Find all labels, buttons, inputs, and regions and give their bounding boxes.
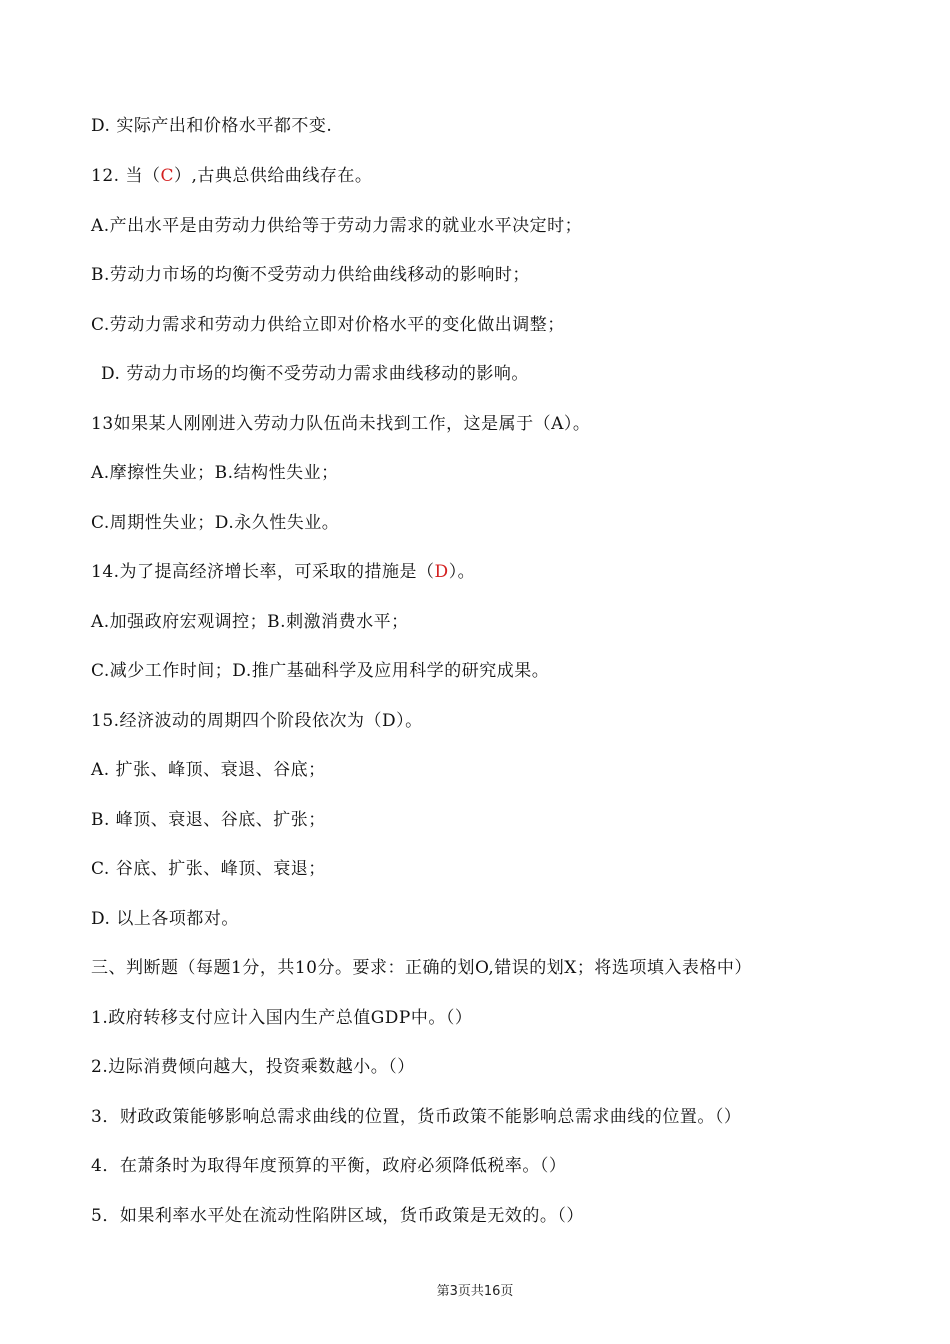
- option-d-q11: D. 实际产出和价格水平都不变.: [91, 116, 333, 136]
- options-cd-q14: C.减少工作时间；D.推广基础科学及应用科学的研究成果。: [91, 661, 550, 681]
- true-false-item-5: 5．如果利率水平处在流动性陷阱区域，货币政策是无效的。（）: [91, 1206, 584, 1226]
- option-d-q15: D. 以上各项都对。: [91, 909, 239, 929]
- option-a-q15: A. 扩张、峰顶、衰退、谷底；: [91, 760, 326, 780]
- options-cd-q13: C.周期性失业；D.永久性失业。: [91, 513, 340, 533]
- true-false-item-2: 2.边际消费倾向越大，投资乘数越小。（）: [91, 1057, 415, 1077]
- true-false-item-4: 4．在萧条时为取得年度预算的平衡，政府必须降低税率。（）: [91, 1156, 567, 1176]
- question-14-answer: D: [434, 562, 449, 582]
- option-b-q12: B.劳动力市场的均衡不受劳动力供给曲线移动的影响时；: [91, 265, 530, 285]
- option-c-q12: C.劳动力需求和劳动力供给立即对价格水平的变化做出调整；: [91, 315, 565, 335]
- question-15: 15.经济波动的周期四个阶段依次为（D）。: [91, 711, 423, 731]
- true-false-item-1: 1.政府转移支付应计入国内生产总值GDP中。（）: [91, 1008, 473, 1028]
- option-d-q12: D. 劳动力市场的均衡不受劳动力需求曲线移动的影响。: [101, 364, 529, 384]
- question-12: [91, 165, 372, 187]
- question-14-stem-start: 14.为了提高经济增长率，可采取的措施是（: [91, 562, 435, 582]
- page-number-footer: 第3页共16页: [436, 1284, 514, 1299]
- question-12-stem-start: 12. 当（: [91, 166, 161, 186]
- question-14: [91, 561, 475, 583]
- section-heading-true-false: 三、判断题（每题1分，共10分。要求：正确的划O,错误的划X；将选项填入表格中）: [91, 958, 752, 978]
- options-ab-q13: A.摩擦性失业；B.结构性失业；: [91, 463, 339, 483]
- true-false-item-3: 3．财政政策能够影响总需求曲线的位置，货币政策不能影响总需求曲线的位置。（）: [91, 1107, 742, 1127]
- question-12-answer: C: [160, 166, 174, 186]
- option-a-q12: A.产出水平是由劳动力供给等于劳动力需求的就业水平决定时；: [91, 216, 583, 236]
- option-c-q15: C. 谷底、扩张、峰顶、衰退；: [91, 859, 326, 879]
- question-14-stem-end: ）。: [448, 562, 476, 582]
- option-b-q15: B. 峰顶、衰退、谷底、扩张；: [91, 810, 326, 830]
- options-ab-q14: A.加强政府宏观调控；B.刺激消费水平；: [91, 612, 409, 632]
- question-12-stem-end: ）,古典总供给曲线存在。: [173, 166, 373, 186]
- question-13: 13如果某人刚刚进入劳动力队伍尚未找到工作，这是属于（A）。: [91, 414, 591, 434]
